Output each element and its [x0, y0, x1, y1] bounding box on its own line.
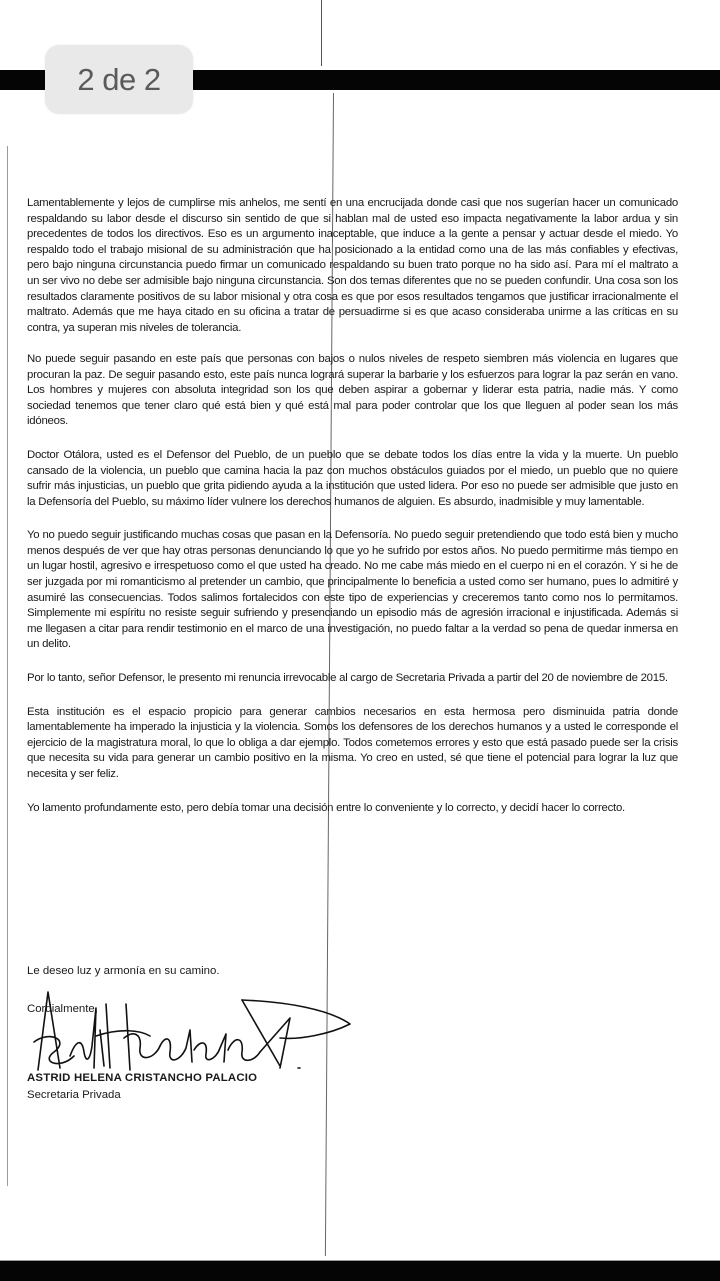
page-indicator-label: 2 de 2: [77, 61, 161, 97]
scan-left-edge: [7, 146, 8, 1186]
letter-paragraph: Yo no puedo seguir justificando muchas cosas que pasan en la Defensoría. No puedo seguir pretendiendo que todo está bien y mucho menos después de ver que hay otras personas denunciando lo que yo he sufrido por estos años. No puedo permitirme más tiempo en un lugar hostil, agresivo e irrespetuoso como el que usted ha creado. No me cabe más miedo en el cuerpo ni en el corazón. Y si he de ser juzgada por mi romanticismo al pretender un cambio, que principalmente lo beneficia a usted como ser humano, pues lo admitiré y asumiré las consecuencias. Todos salimos fortalecidos con este tipo de experiencias y creceremos tanto como nos lo permitamos. Simplemente mi espíritu no resiste seguir sufriendo y presenciando un episodio más de agresión irracional e injustificada. Además si me llegasen a citar para rendir testimonio en el marco de una investigación, no puedo faltar a la verdad so pena de quedar inmersa en un delito.: [27, 529, 678, 651]
handwritten-signature: [30, 990, 360, 1080]
letter-body: [27, 196, 678, 832]
closing-wish: Le deseo luz y armonía en su camino.: [27, 965, 220, 977]
letter-paragraph: Por lo tanto, señor Defensor, le presento mi renuncia irrevocable al cargo de Secretaria Privada a partir del 20 de noviembre de 2015.: [27, 672, 668, 685]
letter-paragraph: Esta institución es el espacio propicio para generar cambios necesarios en esta hermosa pero disminuida patria donde lamentablemente ha imperado la injusticia y la violencia. Somos los defensores de los derechos humanos y a usted le corresponde el ejercicio de la magistratura moral, lo que lo obliga a dar ejemplo. Todos cometemos errores y esto que está pasado puede ser la crisis que necesita su vida para generar un cambio positivo en la misma. Yo creo en usted, sé que tiene el potencial para lograr la luz que necesita y ser feliz.: [27, 705, 678, 780]
scan-fold-line-top: [321, 0, 322, 66]
signer-title: Secretaria Privada: [27, 1089, 121, 1101]
bottom-black-band: [0, 1260, 720, 1281]
letter-paragraph: Doctor Otálora, usted es el Defensor del Pueblo, de un pueblo que se debate todos los días entre la vida y la muerte. Un pueblo cansado de la violencia, un pueblo que camina hacia la paz con muchos obstáculos guiados por el miedo, un pueblo que no quiere sufrir más injusticias, un pueblo que grita pidiendo ayuda a la institución que usted lidera. Por eso no puede ser admisible que justo en la Defensoría del Pueblo, su máximo líder vulnere los derechos humanos de alguien. Es absurdo, inadmisible y muy lamentable.: [27, 448, 678, 508]
letter-paragraph: Lamentablemente y lejos de cumplirse mis anhelos, me sentí en una encrucijada donde casi que nos sugerían hacer un comunicado respaldando su labor desde el discurso sin sentido de que si hablan mal de usted eso impacta negativamente la labor ardua y sin precedentes de todos los directivos. Eso es un argumento inaceptable, que induce a la gente a pensar y actuar desde el miedo. Yo respaldo todo el trabajo misional de su administración que ha posicionado a la entidad como una de las más confiables y efectivas, pero bajo ninguna circunstancia puedo firmar un comunicado respaldando su buen trato porque no ha sido así. Para mí el maltrato a un ser vivo no debe ser admisible bajo ninguna circunstancia. Son dos temas diferentes que no se pueden confundir. Una cosa son los resultados claramente positivos de su labor misional y otra cosa es que por esos resultados tengamos que justificar irracionalmente el maltrato. Además que me haya citado en su oficina a tratar de persuadirme si es que acaso consideraba unirme a las críticas en su contra, ya superan mis niveles de tolerancia.: [27, 197, 678, 334]
signer-name: ASTRID HELENA CRISTANCHO PALACIO: [27, 1072, 258, 1084]
valediction: Cordialmente,: [27, 1003, 98, 1015]
letter-paragraph: No puede seguir pasando en este país que personas con bajos o nulos niveles de respeto siembren más violencia en lugares que procuran la paz. De seguir pasando esto, este país nunca logrará superar la barbarie y los esfuerzos para lograr la paz serán en vano. Los hombres y mujeres con absoluta integridad son los que deben aspirar a gobernar y liderar esta patria, nadie más. Y como sociedad tenemos que tener claro qué está bien y qué está mal para poder controlar que los que lleguen al poder sean los más idóneos.: [27, 352, 678, 428]
page-indicator: [45, 45, 193, 114]
letter-paragraph: Yo lamento profundamente esto, pero debía tomar una decisión entre lo conveniente y lo correcto, y decidí hacer lo correcto.: [27, 801, 625, 814]
